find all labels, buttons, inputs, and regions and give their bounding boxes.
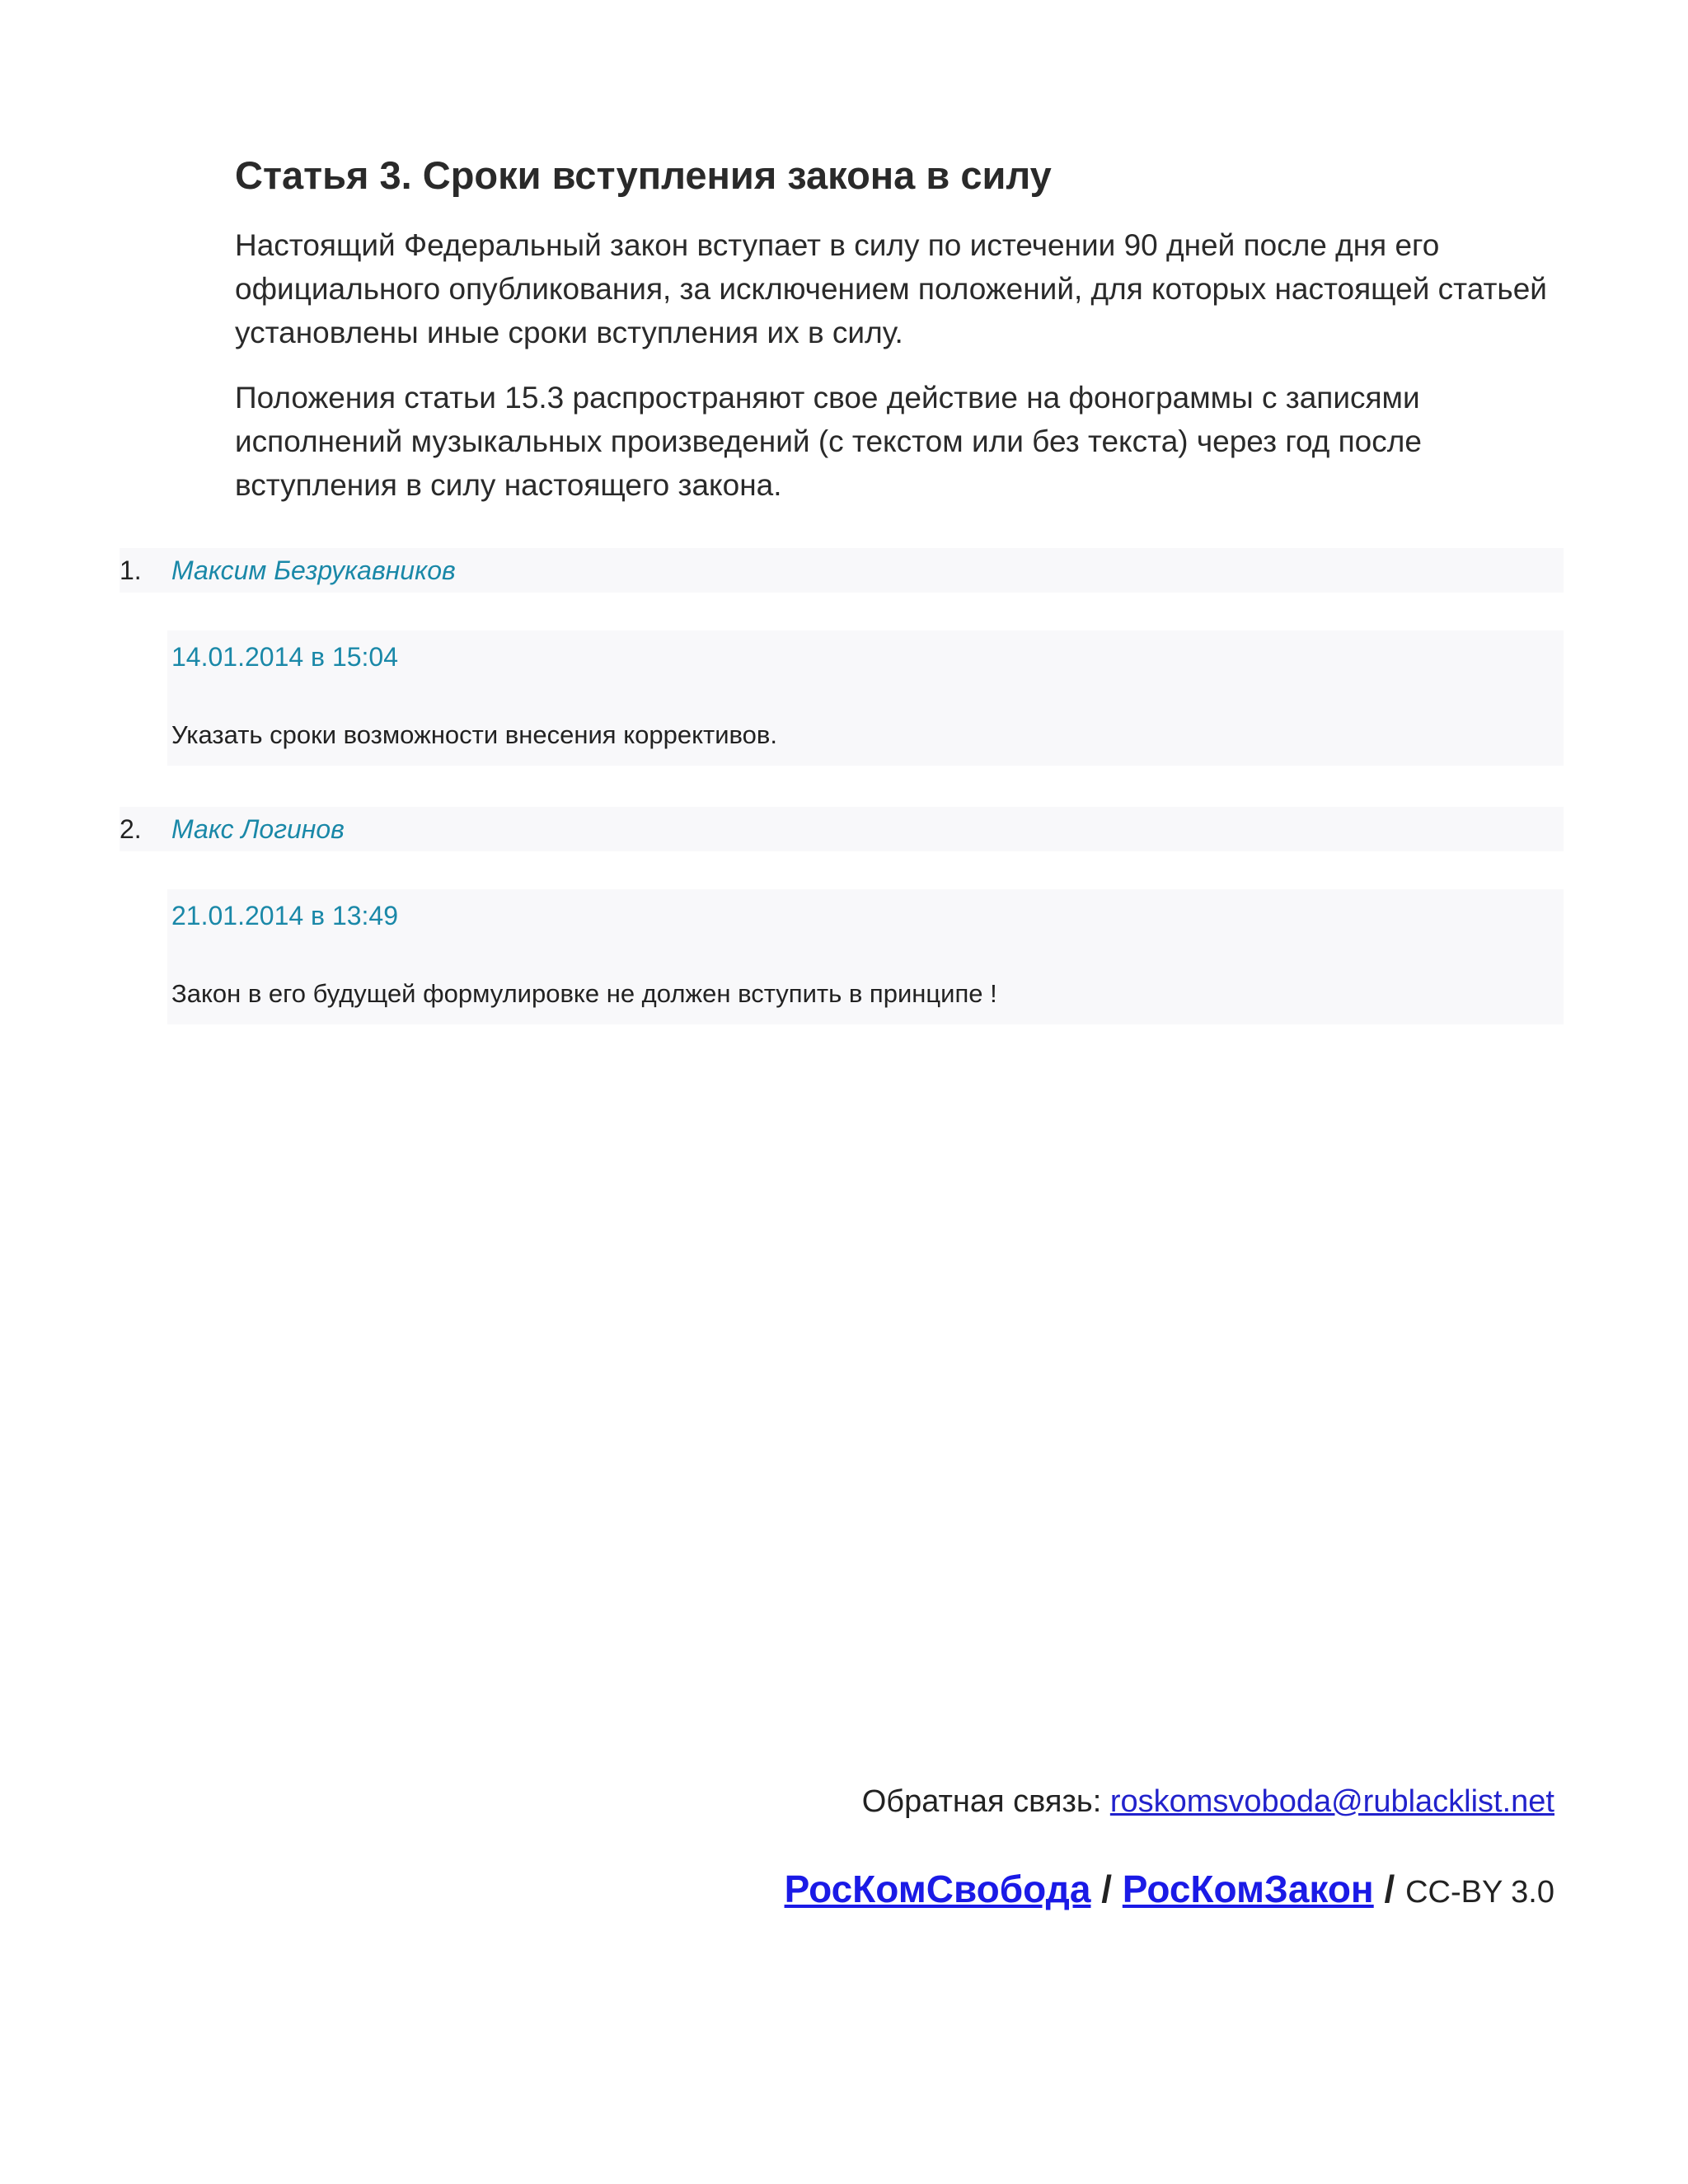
comment-number: 2.: [120, 814, 142, 844]
license-text: CC-BY 3.0: [1405, 1875, 1554, 1910]
roskomzakon-link[interactable]: РосКомЗакон: [1122, 1868, 1374, 1910]
comment-item: [120, 548, 1564, 766]
comment-body: [167, 889, 1564, 1024]
separator: /: [1373, 1868, 1406, 1910]
comment-text: Закон в его будущей формулировке не должен вступить в принципе !: [171, 979, 997, 1008]
article-title: Статья 3. Сроки вступления закона в силу: [235, 153, 1052, 197]
footer-links: [785, 1867, 1554, 1911]
article-paragraph: Настоящий Федеральный закон вступает в силу по истечении 90 дней после дня его официального опубликования, за исключением положений, для которых настоящей статьей установлены иные сроки вступления их в силу.: [235, 228, 1547, 350]
article: [235, 152, 1570, 528]
feedback-label: Обратная связь:: [861, 1784, 1110, 1819]
roskomsvoboda-link[interactable]: РосКомСвобода: [784, 1868, 1091, 1910]
comment-text: Указать сроки возможности внесения коррективов.: [171, 720, 777, 749]
comments-list: [120, 548, 1564, 1066]
comment-author-bar: [120, 807, 1564, 851]
separator: /: [1090, 1868, 1123, 1910]
comment-author-bar: [120, 548, 1564, 593]
footer-feedback: [862, 1784, 1554, 1820]
comment-item: [120, 807, 1564, 1024]
comment-date-link[interactable]: 14.01.2014 в 15:04: [171, 642, 399, 672]
comment-body: [167, 630, 1564, 766]
article-paragraph: Положения статьи 15.3 распространяют свое действие на фонограммы с записями исполнений музыкальных произведений (с текстом или без текста) через год после вступления в силу настоящего закона.: [235, 381, 1422, 503]
comment-author-link[interactable]: Макс Логинов: [171, 813, 345, 844]
comment-number: 1.: [120, 555, 142, 585]
comment-date-link[interactable]: 21.01.2014 в 13:49: [171, 901, 399, 930]
comment-author-link[interactable]: Максим Безрукавников: [171, 555, 456, 585]
feedback-email-link[interactable]: roskomsvoboda@rublacklist.net: [1109, 1784, 1554, 1819]
